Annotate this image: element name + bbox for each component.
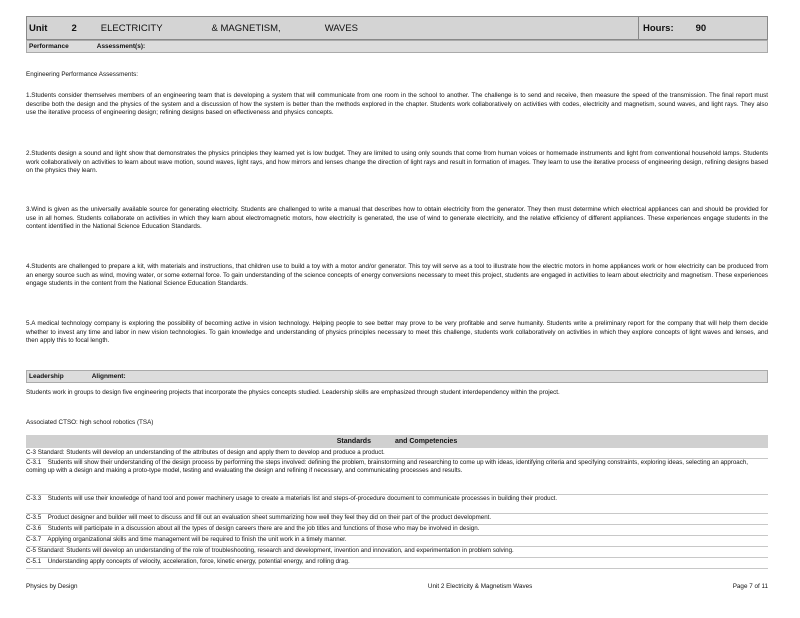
standard-code: C-3.6 [26,525,42,532]
unit-header [26,16,768,40]
standards-competencies-bar [26,435,768,448]
standard-text: Product designer and builder will meet to discuss and fill out an evaluation sheet summarizing how well they feel they did on their part of the product development. [47,514,492,521]
standard-row [26,449,768,459]
footer-page-number: Page 7 of 11 [732,583,768,590]
standards-label: Standards [336,438,371,445]
standard-row [26,514,768,525]
standard-code: C-3.3 [26,495,42,502]
standard-text: Understanding apply concepts of velocity, acceleration, force, kinetic energy, potential energy, and rolling drag. [47,558,350,565]
unit-title-cell [27,23,638,34]
standard-row [26,547,768,558]
performance-assessment-bar [26,40,768,53]
standard-text: C-5 Standard: Students will develop an understanding of the role of troubleshooting, research and development, invention and innovation, and experimentation in problem solving. [26,547,514,554]
standard-row [26,459,768,495]
unit-label: Unit [29,22,48,34]
standard-row [26,558,768,569]
footer-unit: Unit 2 Electricity & Magnetism Waves [427,583,533,590]
standard-text: Students will participate in a discussion about all the types of design careers there are and the job titles and functions of those who may be involved in design. [47,525,480,532]
performance-label: Performance [29,43,69,50]
standards-list [26,449,768,569]
standard-text: Applying organizational skills and time management will be required to finish the unit work in a timely manner. [47,536,347,543]
unit-title-part-3: WAVES [324,22,358,34]
standard-code: C-3.7 [26,536,42,543]
assessment-item-5: 5.A medical technology company is exploring the possibility of becoming active in vision technology. Helping people to see better may prove to be very profitable and serve humanity. Students write a preliminary report for the company that will help them decide whether to invest any time and labor in new vision technologies. To gain knowledge and understanding of physics principles necessary to meet this challenge, students work collaboratively on activities in which they explore concepts of light waves and lenses, and then apply this to focal length. [26,320,768,345]
leadership-label: Leadership [29,373,64,380]
standard-code: C-3.1 [26,459,42,466]
page-footer [26,583,768,590]
leadership-alignment-bar [26,370,768,383]
footer-course: Physics by Design [26,583,78,590]
standard-row [26,536,768,547]
hours-cell [638,17,767,39]
hours-label: Hours: [643,22,674,34]
standard-code: C-3.5 [26,514,42,521]
assessment-label: Assessment(s): [96,43,146,50]
assessment-item-2: 2.Students design a sound and light show that demonstrates the physics principles they learned yet is low budget. They are limited to using only sounds that come from human voices or homemade instruments and light from conventional household lamps. Students work collaboratively on activities to learn about wave motion, sound waves, light rays, and how mirrors and lenses change the direction of light rays and result in formation of images. They learn to use the iterative process of engineering design, refining designs based on the physics they learn. [26,150,768,175]
alignment-label: Alignment: [91,373,126,380]
unit-number: 2 [71,22,77,34]
standard-code: C-5.1 [26,558,42,565]
unit-title-part-2: & MAGNETISM, [211,22,281,34]
assessment-item-1: 1.Students consider themselves members of an engineering team that is developing a system that will communicate from one room in the school to another. The challenge is to send and receive, then measure the speed of the transmission. The final report must describe both the design and the physics of the system and a discussion of how the system is better than the methods explored in the chapter. Students work collaboratively on activities with codes, electricity and magnetism, sound waves, and light rays. They also use the iterative process of engineering design; refining designs based on effectiveness and physics concepts. [26,92,768,117]
leadership-text: Students work in groups to design five engineering projects that incorporate the physics concepts studied. Leadership skills are emphasized through student interdependency within the project. [26,389,560,396]
hours-value: 90 [695,22,707,34]
assessment-item-3: 3.Wind is given as the universally available source for generating electricity. Students are challenged to write a manual that describes how to obtain electricity from the generator. They then must determine which electrical appliances can and should be provided for use in all homes. Students collaborate on activities in which they learn about electromagnetic motors, how electricity is generated, the use of wind to generate electricity, and the relative efficiency of different appliances. These experiences engage students in the content identified in the National Science Education Standards. [26,206,768,231]
standard-row [26,495,768,514]
standard-text: Students will use their knowledge of hand tool and power machinery usage to create a materials list and steps-of-procedure document to communicate processes in building their product. [47,495,558,502]
standard-row [26,525,768,536]
standard-text: Students will show their understanding of the design process by performing the steps involved: defining the problem, brainstorming and researching to come up with ideas, identifying criteria and specifying constraints, exploring ideas, selecting an approach, coming up with a design and making a proto-type model, testing and evaluating the design and refining if necessary, and communicating processes and results. [26,459,749,475]
assessments-intro: Engineering Performance Assessments: [26,71,139,78]
standard-text: C-3 Standard: Students will develop an understanding of the attributes of design and apply them to develop and produce a product. [26,449,385,456]
assessment-item-4: 4.Students are challenged to prepare a kit, with materials and instructions, that children use to build a toy with a motor and/or generator. This toy will serve as a tool to illustrate how the electric motors in home appliances work or how electricity can be produced from an energy source such as wind, moving water, or some external force. To gain understanding of the science concepts of energy conversions necessary to meet this project, students are engaged in activities to learn about electricity and magnetism. These experiences engage students in the content from the National Science Education Standards. [26,263,768,288]
associated-ctso: Associated CTSO: high school robotics (TSA) [26,419,154,426]
unit-title-part-1: ELECTRICITY [100,22,163,34]
competencies-label: and Competencies [394,438,458,445]
